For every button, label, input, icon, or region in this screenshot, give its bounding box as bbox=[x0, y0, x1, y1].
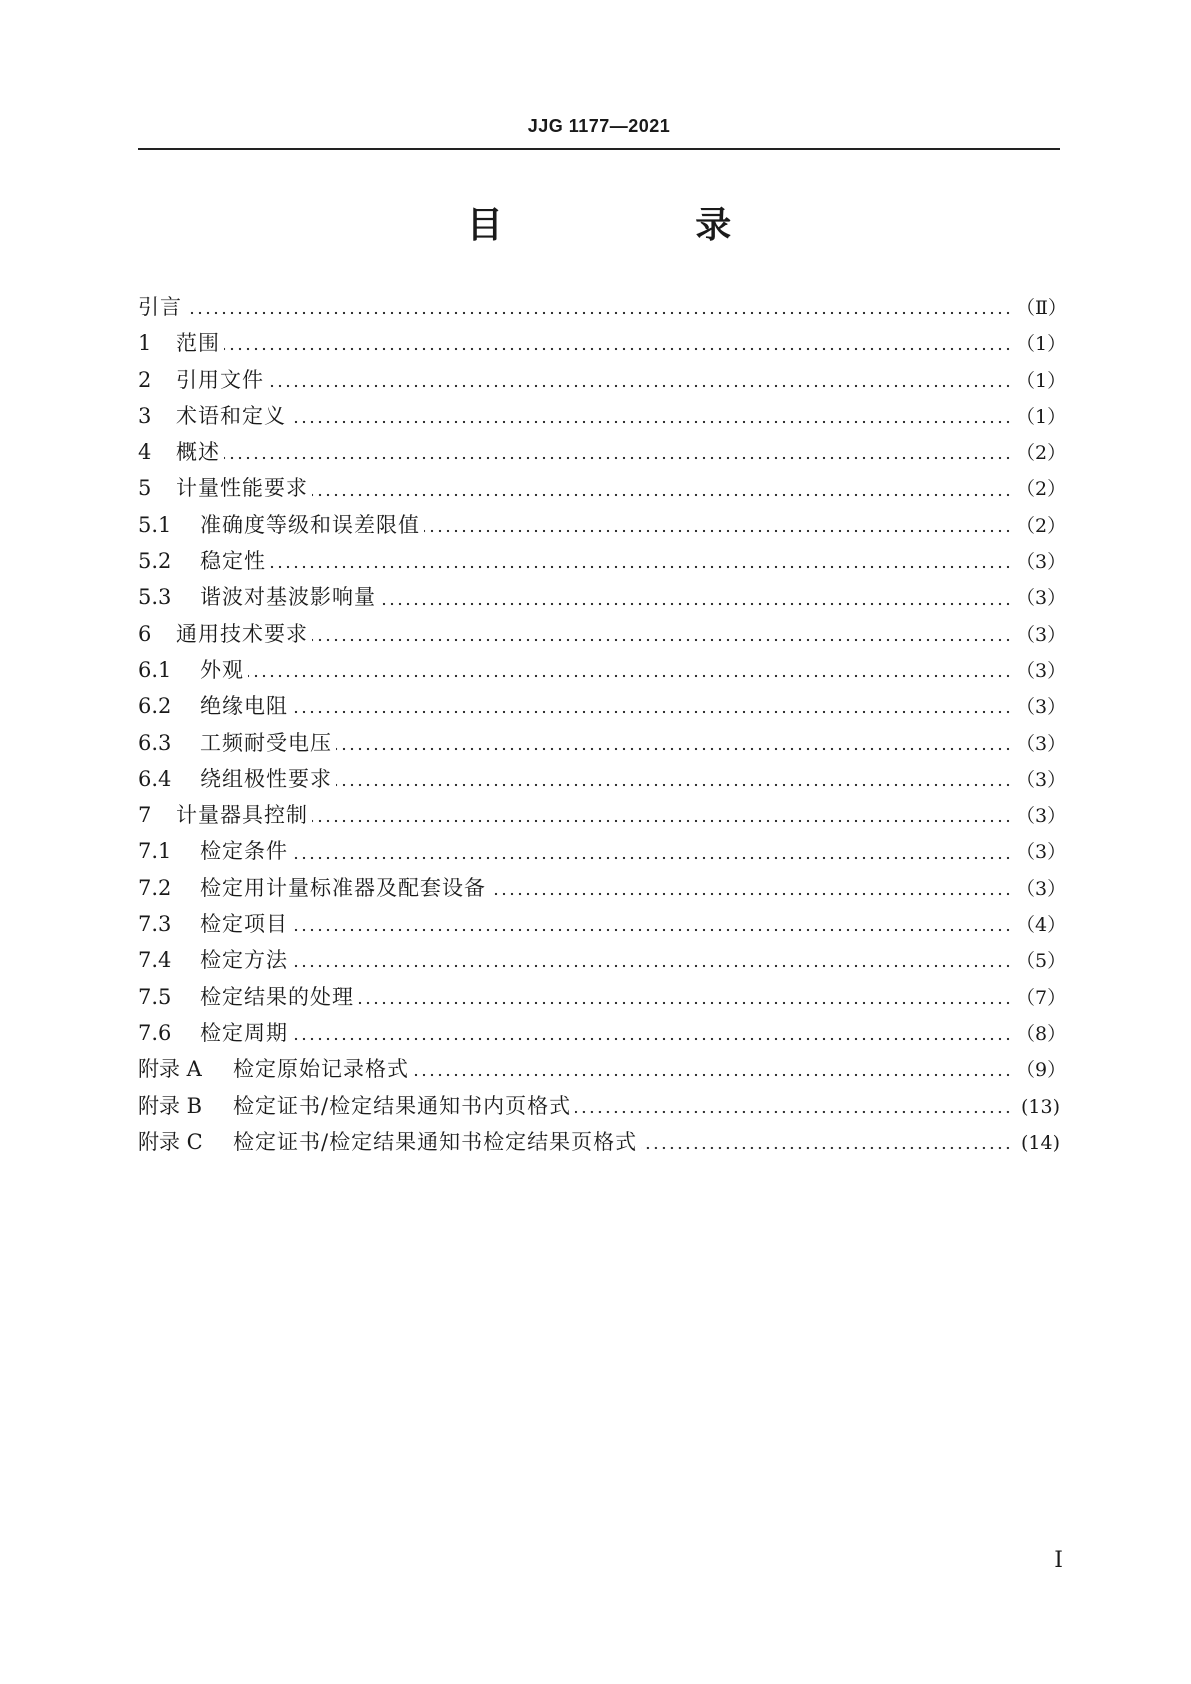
toc-dot-leader bbox=[641, 1146, 1012, 1150]
toc-entry-number: 7.6 bbox=[138, 1020, 172, 1045]
toc-dot-leader bbox=[224, 456, 1012, 460]
toc-entry-page: （5） bbox=[1016, 950, 1067, 973]
toc-entry-page: （7） bbox=[1016, 986, 1067, 1009]
toc-entry-title: 准确度等级和误差限值 bbox=[200, 512, 420, 537]
toc-dot-leader bbox=[292, 856, 1012, 860]
toc-dot-leader bbox=[270, 565, 1012, 569]
header-divider bbox=[138, 148, 1060, 150]
toc-dot-leader bbox=[292, 928, 1012, 932]
toc-entry[interactable] bbox=[138, 690, 1067, 726]
toc-entry[interactable] bbox=[138, 1090, 1060, 1126]
toc-entry-page: （2） bbox=[1016, 478, 1067, 501]
toc-entry[interactable] bbox=[138, 799, 1067, 835]
toc-dot-leader bbox=[336, 747, 1012, 751]
toc-dot-leader bbox=[186, 311, 1012, 315]
toc-entry-title: 术语和定义 bbox=[176, 403, 286, 428]
toc-entry-page: （3） bbox=[1016, 696, 1067, 719]
toc-entry-number: 7 bbox=[138, 803, 152, 828]
toc-entry-title: 检定方法 bbox=[200, 948, 288, 973]
toc-entry[interactable] bbox=[138, 1017, 1067, 1053]
toc-entry-title: 引言 bbox=[138, 295, 182, 319]
toc-entry-number: 7.2 bbox=[138, 875, 172, 900]
toc-dot-leader bbox=[575, 1110, 1012, 1114]
toc-dot-leader bbox=[312, 493, 1012, 497]
toc-entry-page: （3） bbox=[1016, 623, 1067, 646]
toc-dot-leader bbox=[358, 1001, 1012, 1005]
toc-entry-number: 6 bbox=[138, 621, 152, 646]
toc-entry-page: （8） bbox=[1016, 1022, 1067, 1045]
toc-entry-title: 检定条件 bbox=[200, 839, 288, 864]
toc-dot-leader bbox=[312, 819, 1012, 823]
toc-dot-leader bbox=[290, 420, 1012, 424]
toc-entry-number: 2 bbox=[138, 367, 152, 392]
toc-entry-title: 绝缘电阻 bbox=[200, 694, 288, 719]
toc-dot-leader bbox=[292, 710, 1012, 714]
table-of-contents bbox=[138, 291, 1067, 1162]
toc-entry[interactable] bbox=[138, 509, 1067, 545]
toc-entry-number: 6.1 bbox=[138, 657, 172, 682]
toc-entry-number: 6.2 bbox=[138, 694, 172, 719]
toc-dot-leader bbox=[424, 529, 1012, 533]
toc-entry-number: 6.4 bbox=[138, 766, 172, 791]
toc-dot-leader bbox=[380, 602, 1012, 606]
toc-entry-page: （3） bbox=[1016, 659, 1067, 682]
toc-entry-page: (13) bbox=[1020, 1095, 1060, 1118]
toc-entry-title: 稳定性 bbox=[200, 549, 266, 574]
toc-entry-title: 通用技术要求 bbox=[176, 621, 308, 646]
toc-entry[interactable] bbox=[138, 1126, 1060, 1162]
toc-entry[interactable] bbox=[138, 581, 1067, 617]
toc-entry-number: 5.3 bbox=[138, 585, 172, 610]
toc-entry-page: （Ⅱ） bbox=[1016, 297, 1067, 319]
toc-entry-title: 绕组极性要求 bbox=[200, 766, 332, 791]
toc-entry[interactable] bbox=[138, 364, 1067, 400]
toc-entry[interactable] bbox=[138, 1053, 1067, 1089]
standard-code-header: JJG 1177—2021 bbox=[527, 116, 671, 136]
toc-entry-title: 谐波对基波影响量 bbox=[200, 585, 376, 610]
toc-entry[interactable] bbox=[138, 291, 1067, 327]
toc-entry[interactable] bbox=[138, 327, 1067, 363]
toc-entry-page: （3） bbox=[1016, 587, 1067, 610]
toc-entry[interactable] bbox=[138, 436, 1067, 472]
toc-entry-number: 4 bbox=[138, 440, 152, 465]
toc-entry-page: （1） bbox=[1016, 333, 1067, 356]
toc-entry-page: （3） bbox=[1016, 551, 1067, 574]
toc-dot-leader bbox=[224, 347, 1012, 351]
toc-entry-number: 7.1 bbox=[138, 839, 172, 864]
toc-entry[interactable] bbox=[138, 944, 1067, 980]
toc-entry-number: 7.4 bbox=[138, 948, 172, 973]
toc-entry[interactable] bbox=[138, 618, 1067, 654]
toc-entry-title: 检定证书/检定结果通知书内页格式 bbox=[233, 1093, 572, 1118]
toc-dot-leader bbox=[312, 638, 1012, 642]
toc-entry-number: 7.5 bbox=[138, 984, 172, 1009]
toc-entry[interactable] bbox=[138, 835, 1067, 871]
toc-entry[interactable] bbox=[138, 908, 1067, 944]
toc-entry-page: （2） bbox=[1016, 442, 1067, 465]
toc-entry[interactable] bbox=[138, 981, 1067, 1017]
toc-entry-title: 检定证书/检定结果通知书检定结果页格式 bbox=[233, 1129, 638, 1154]
toc-entry-title: 检定周期 bbox=[200, 1020, 288, 1045]
toc-entry[interactable] bbox=[138, 727, 1067, 763]
toc-entry-page: （3） bbox=[1016, 805, 1067, 828]
toc-dot-leader bbox=[490, 892, 1012, 896]
toc-dot-leader bbox=[268, 384, 1012, 388]
toc-entry-title: 计量性能要求 bbox=[176, 476, 308, 501]
toc-dot-leader bbox=[292, 964, 1012, 968]
toc-entry-page: (14) bbox=[1020, 1131, 1060, 1154]
toc-entry-title: 检定项目 bbox=[200, 912, 288, 937]
toc-entry-number: 5.2 bbox=[138, 549, 172, 574]
toc-entry-page: （3） bbox=[1016, 768, 1067, 791]
toc-entry-page: （9） bbox=[1016, 1059, 1067, 1082]
toc-entry-title: 检定结果的处理 bbox=[200, 984, 354, 1009]
toc-entry-number: 6.3 bbox=[138, 730, 172, 755]
toc-dot-leader bbox=[248, 674, 1012, 678]
toc-entry-page: （3） bbox=[1016, 732, 1067, 755]
toc-entry-title: 检定用计量标准器及配套设备 bbox=[200, 875, 486, 900]
toc-entry-number: 1 bbox=[138, 331, 152, 356]
toc-entry-title: 检定原始记录格式 bbox=[233, 1057, 409, 1082]
toc-entry-number: 7.3 bbox=[138, 912, 172, 937]
toc-entry-number: 5.1 bbox=[138, 512, 172, 537]
toc-entry-title: 概述 bbox=[176, 440, 220, 465]
toc-entry-number: 附录 B bbox=[138, 1093, 203, 1118]
toc-entry[interactable] bbox=[138, 545, 1067, 581]
toc-entry-number: 附录 A bbox=[138, 1057, 202, 1082]
toc-entry[interactable] bbox=[138, 763, 1067, 799]
toc-entry-page: （4） bbox=[1016, 914, 1067, 937]
toc-entry-number: 3 bbox=[138, 403, 152, 428]
toc-entry-title: 计量器具控制 bbox=[176, 803, 308, 828]
toc-dot-leader bbox=[336, 783, 1012, 787]
toc-entry[interactable] bbox=[138, 400, 1067, 436]
toc-entry-title: 范围 bbox=[176, 331, 220, 356]
toc-entry-number: 5 bbox=[138, 476, 152, 501]
toc-entry-title: 工频耐受电压 bbox=[200, 730, 332, 755]
toc-entry-page: （1） bbox=[1016, 405, 1067, 428]
toc-dot-leader bbox=[413, 1073, 1012, 1077]
page-number: Ⅰ bbox=[1054, 1548, 1063, 1573]
toc-entry[interactable] bbox=[138, 654, 1067, 690]
toc-entry-page: （1） bbox=[1016, 369, 1067, 392]
toc-entry-title: 外观 bbox=[200, 657, 244, 682]
page-title: 目 录 bbox=[466, 205, 822, 246]
toc-entry-page: （2） bbox=[1016, 514, 1067, 537]
toc-entry-page: （3） bbox=[1016, 841, 1067, 864]
toc-entry[interactable] bbox=[138, 472, 1067, 508]
toc-entry-number: 附录 C bbox=[138, 1129, 203, 1154]
toc-entry[interactable] bbox=[138, 872, 1067, 908]
toc-entry-page: （3） bbox=[1016, 877, 1067, 900]
toc-dot-leader bbox=[292, 1037, 1012, 1041]
toc-entry-title: 引用文件 bbox=[176, 367, 264, 392]
